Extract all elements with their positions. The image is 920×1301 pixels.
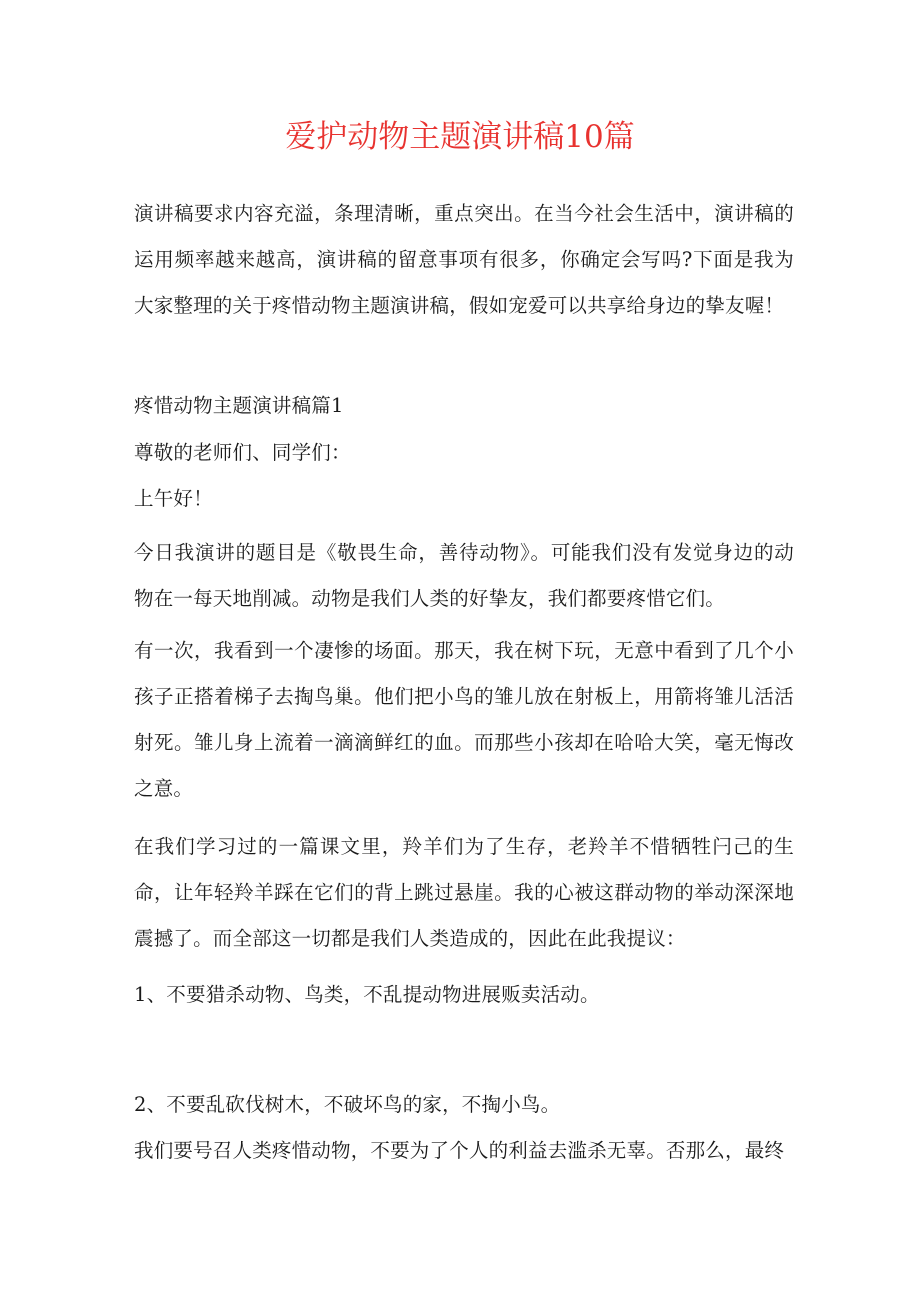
body-paragraph: 在我们学习过的一篇课文里，羚羊们为了生存，老羚羊不惜牺牲闩己的生命，让年轻羚羊踩在它们的背上跳过悬崖。我的心被这群动物的举动深深地震撼了。而全部这一切都是我们人类造成的，因此在此我提议： [134,835,794,950]
closing-paragraph: 我们要号召人类疼惜动物，不要为了个人的利益去滥杀无辜。否那么，最终 [134,1139,785,1162]
list-item: 1、不要猎杀动物、鸟类，不乱提动物进展贩卖活动。 [134,983,600,1006]
body-paragraph: 今日我演讲的题目是《敬畏生命，善待动物》。可能我们没有发觉身边的动物在一每天地削减。动物是我们人类的好挚友，我们都要疼惜它们。 [134,541,794,610]
section-heading: 疼惜动物主题演讲稿篇1 [134,394,344,417]
list-item: 2、不要乱砍伐树木，不破坏鸟的家，不掏小鸟。 [134,1093,561,1116]
body-paragraph: 有一次，我看到一个凄惨的场面。那天，我在树下玩，无意中看到了几个小孩子正搭着梯子去掏鸟巢。他们把小鸟的雏儿放在射板上，用箭将雏儿活活射死。雏儿身上流着一滴滴鲜红的血。而那些小孩却在哈哈大笑，毫无悔改之意。 [134,639,794,800]
document-title: 爱护动物主题演讲稿10篇 [285,119,635,155]
greeting-line: 尊敬的老师们、同学们： [134,441,351,464]
salutation-line: 上午好！ [134,487,213,510]
intro-paragraph: 演讲稿要求内容充溢，条理清晰，重点突出。在当今社会生活中，演讲稿的运用频率越来越高，演讲稿的留意事项有很多，你确定会写吗?下面是我为大家整理的关于疼惜动物主题演讲稿，假如宠爱可以共享给身边的挚友喔！ [134,202,794,317]
